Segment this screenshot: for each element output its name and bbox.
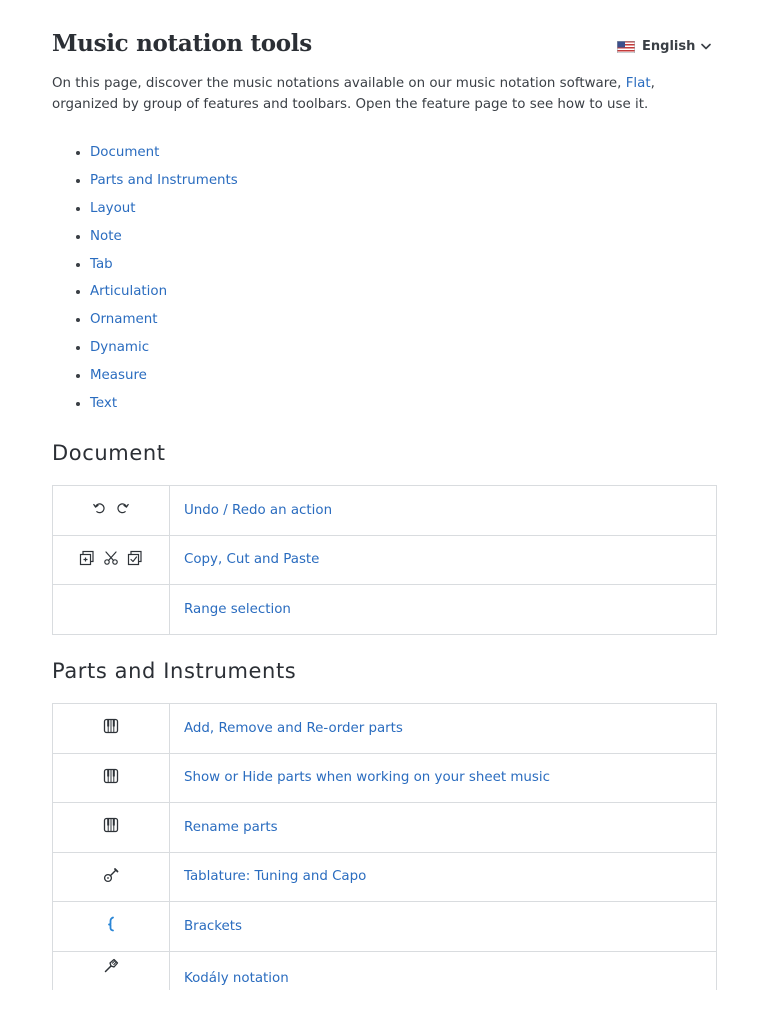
toc-item	[52, 227, 238, 255]
feature-cell	[170, 852, 717, 902]
bracket-icon	[103, 916, 119, 932]
rename-parts-link[interactable]: Rename parts	[184, 819, 278, 835]
icon-cell	[53, 803, 170, 853]
cut-icon	[103, 550, 119, 566]
toc-link-ornament[interactable]: Ornament	[90, 312, 158, 328]
toc-link-measure[interactable]: Measure	[90, 368, 147, 384]
us-flag-icon	[617, 41, 635, 53]
brackets-link[interactable]: Brackets	[184, 918, 243, 934]
tuning-fork-icon	[103, 958, 119, 974]
icon-cell	[53, 852, 170, 902]
add-remove-reorder-parts-link[interactable]: Add, Remove and Re-order parts	[184, 720, 403, 736]
document-features-table	[52, 485, 717, 635]
copy-icon	[79, 550, 95, 566]
piano-keys-icon	[103, 768, 119, 784]
feature-cell	[170, 486, 717, 536]
piano-keys-icon	[103, 718, 119, 734]
table-row	[53, 704, 717, 754]
icon-cell	[53, 902, 170, 952]
table-row	[53, 902, 717, 952]
table-row	[53, 486, 717, 536]
toc-item	[52, 338, 238, 366]
section-heading-document: Document	[52, 441, 166, 465]
intro-text-end: , organized by group of features and toolbars. Open the feature page to see how to use it.	[52, 76, 655, 112]
undo-icon	[92, 501, 107, 515]
toc-item	[52, 171, 238, 199]
language-selector[interactable]	[617, 39, 711, 54]
copy-cut-paste-link[interactable]: Copy, Cut and Paste	[184, 552, 320, 568]
toc-item	[52, 310, 238, 338]
show-hide-parts-link[interactable]: Show or Hide parts when working on your sheet music	[184, 770, 550, 786]
feature-cell	[170, 753, 717, 803]
paste-icon	[127, 550, 143, 566]
feature-cell	[170, 902, 717, 952]
toc-link-text[interactable]: Text	[90, 396, 118, 412]
kodaly-notation-link[interactable]: Kodály notation	[184, 971, 289, 987]
toc-link-document[interactable]: Document	[90, 145, 160, 160]
feature-cell	[170, 704, 717, 754]
undo-redo-link[interactable]: Undo / Redo an action	[184, 502, 333, 518]
tablature-tuning-capo-link[interactable]: Tablature: Tuning and Capo	[184, 869, 367, 885]
chevron-down-icon	[701, 43, 711, 50]
language-label: English	[642, 39, 696, 54]
toc-item	[52, 199, 238, 227]
toc-item	[52, 366, 238, 394]
icon-cell	[53, 535, 170, 585]
table-row	[53, 753, 717, 803]
feature-cell	[170, 535, 717, 585]
parts-instruments-features-table	[52, 703, 717, 1007]
toc-link-tab[interactable]: Tab	[90, 256, 113, 272]
intro-paragraph	[52, 73, 692, 115]
icon-cell	[53, 704, 170, 754]
icon-cell	[53, 585, 170, 635]
toc-link-note[interactable]: Note	[90, 228, 122, 244]
guitar-icon	[103, 867, 119, 883]
range-selection-link[interactable]: Range selection	[184, 601, 291, 617]
table-row	[53, 803, 717, 853]
table-row	[53, 535, 717, 585]
toc-link-parts-and-instruments[interactable]: Parts and Instruments	[90, 172, 238, 188]
viewport-bottom-edge	[0, 990, 768, 1024]
intro-text-start: On this page, discover the music notations available on our music notation software,	[52, 76, 626, 91]
table-row	[53, 585, 717, 635]
icon-cell	[53, 753, 170, 803]
page-title: Music notation tools	[52, 30, 312, 57]
redo-icon	[115, 501, 130, 515]
toc-item	[52, 394, 238, 422]
table-of-contents	[52, 143, 238, 422]
toc-link-articulation[interactable]: Articulation	[90, 284, 168, 300]
flat-link[interactable]: Flat	[625, 76, 651, 91]
toc-link-dynamic[interactable]: Dynamic	[90, 340, 150, 356]
piano-keys-icon	[103, 817, 119, 833]
section-heading-parts-and-instruments: Parts and Instruments	[52, 659, 297, 683]
icon-cell	[53, 486, 170, 536]
toc-item	[52, 255, 238, 283]
toc-item	[52, 143, 238, 171]
toc-item	[52, 282, 238, 310]
toc-link-layout[interactable]: Layout	[90, 200, 136, 216]
feature-cell	[170, 585, 717, 635]
table-row	[53, 852, 717, 902]
feature-cell	[170, 803, 717, 853]
